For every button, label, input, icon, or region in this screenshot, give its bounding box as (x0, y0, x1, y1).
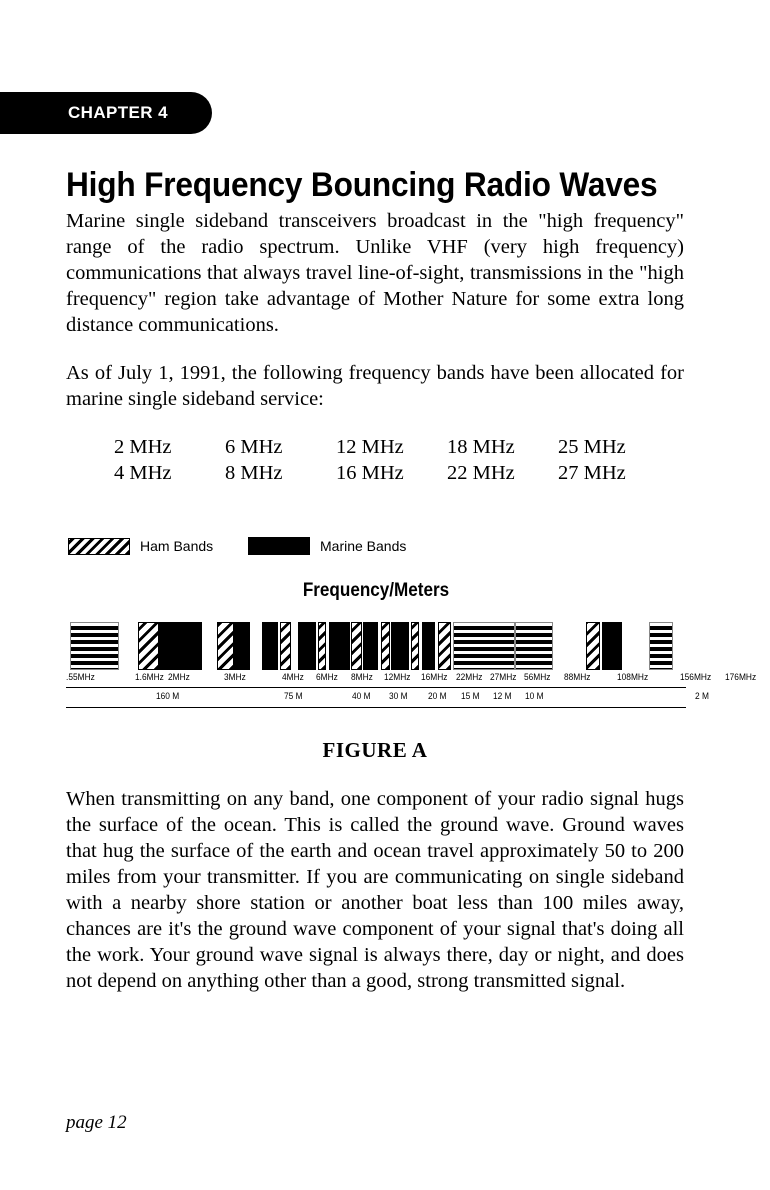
legend-label-marine: Marine Bands (320, 538, 407, 555)
content-bottom (66, 786, 684, 1016)
spectrum-band-marine (363, 622, 378, 670)
axis-meter-label: 30 M (389, 691, 408, 702)
frequency-band-table (66, 434, 669, 486)
axis-tick-label: 16MHz (421, 672, 448, 683)
chapter-tab (0, 92, 212, 134)
hatch-swatch-icon (68, 538, 130, 555)
axis-tick-label: 108MHz (617, 672, 649, 683)
axis-meter-label: 12 M (493, 691, 512, 702)
paragraph-intro: Marine single sideband transceivers broadcast in the "high frequency" range of the radio spectrum. Unlike VHF (very high frequency) communications that always travel line-of-sight, transmissions in the "high frequency" region take advantage of Mother Nature for some extra long distance communications. (66, 210, 684, 336)
axis-tick-label: 176MHz (725, 672, 757, 683)
table-indent (66, 434, 114, 460)
axis-tick-label: 27MHz (490, 672, 517, 683)
axis-tick-label: 12MHz (384, 672, 411, 683)
freq-cell: 22 MHz (447, 462, 515, 484)
axis-meter-label: 20 M (427, 691, 447, 702)
spectrum-band-ham (438, 622, 452, 670)
axis-meter-label: 160 M (155, 691, 179, 702)
spectrum-band-marine (422, 622, 436, 670)
axis-meter-label: 2 M (694, 691, 709, 702)
freq-cell: 27 MHz (558, 462, 626, 484)
axis-tick-label: 1.6MHz (134, 672, 164, 683)
figure-caption: FIGURE A (322, 738, 428, 762)
spectrum-band-ham (351, 622, 361, 670)
chart-title: Frequency/Meters (302, 580, 450, 601)
spectrum-band-marine (602, 622, 622, 670)
legend-label-ham: Ham Bands (140, 538, 214, 555)
axis-tick-label: 2MHz (168, 672, 191, 683)
axis-tick-label: 156MHz (680, 672, 712, 683)
spectrum-band-broadcast (453, 622, 515, 670)
chart-legend (68, 537, 708, 559)
spectrum-band-broadcast (649, 622, 673, 670)
axis-meter-label: 75 M (283, 691, 303, 702)
axis-tick-label: 6MHz (315, 672, 338, 683)
page-title: High Frequency Bouncing Radio Waves (66, 165, 658, 204)
spectrum-band-marine (329, 622, 350, 670)
spectrum-band-marine (159, 622, 201, 670)
spectrum-band-ham (138, 622, 159, 670)
freq-cell: 4 MHz (114, 462, 172, 484)
content-top (66, 208, 684, 486)
table-row (66, 434, 669, 460)
spectrum-band-broadcast (515, 622, 553, 670)
axis-meter-label: 10 M (525, 691, 544, 702)
freq-cell: 12 MHz (336, 436, 404, 458)
freq-cell: 18 MHz (447, 436, 515, 458)
freq-cell: 8 MHz (225, 462, 283, 484)
freq-cell: 16 MHz (336, 462, 404, 484)
frequency-spectrum-chart (66, 580, 757, 710)
page-number: page 12 (66, 1112, 127, 1133)
spectrum-band-marine (298, 622, 316, 670)
spectrum-band-marine (234, 622, 250, 670)
spectrum-band-ham (586, 622, 600, 670)
spectrum-band-ham (318, 622, 326, 670)
legend-item-ham (68, 537, 213, 557)
spectrum-band-ham (381, 622, 390, 670)
table-row (66, 460, 669, 486)
axis-tick-label: .55MHz (66, 672, 95, 683)
axis-tick-label: 88MHz (563, 672, 591, 683)
axis-meter-label: 40 M (352, 691, 371, 702)
spectrum-band-marine (391, 622, 409, 670)
table-indent (66, 460, 114, 486)
axis-tick-label: 3MHz (224, 672, 247, 683)
axis-tick-label: 56MHz (523, 672, 551, 683)
spectrum-band-ham (280, 622, 291, 670)
paragraph-allocation: As of July 1, 1991, the following frequency bands have been allocated for marine single sideband service: (66, 362, 684, 410)
chapter-tab-label: CHAPTER 4 (68, 103, 168, 122)
axis-tick-label: 8MHz (350, 672, 373, 683)
spectrum-band-marine (262, 622, 278, 670)
paragraph-ground-wave: When transmitting on any band, one component of your radio signal hugs the surface of the ocean. This is called the ground wave. Ground waves that hug the surface of the earth and ocean travel approximately 50 to 200 miles from your transmitter. If you are communicating on single sideband with a nearby shore station or another boat less than 100 miles away, chances are it's the ground wave component of your signal that's doing all the work. Your ground wave signal is always there, day or night, and does not depend on anything other than a good, strong transmitted signal. (66, 788, 684, 992)
spectrum-band-ham (411, 622, 419, 670)
freq-cell: 2 MHz (114, 436, 172, 458)
axis-line-bottom (66, 707, 686, 708)
freq-cell: 6 MHz (225, 436, 283, 458)
chart-plot-area (68, 622, 684, 670)
freq-cell: 25 MHz (558, 436, 626, 458)
axis-tick-label: 4MHz (282, 672, 304, 683)
solid-swatch-icon (248, 537, 310, 555)
axis-line-top (66, 687, 686, 688)
legend-item-marine (248, 537, 406, 557)
axis-tick-label: 22MHz (455, 672, 483, 683)
spectrum-band-broadcast (70, 622, 120, 670)
spectrum-band-ham (217, 622, 235, 670)
axis-meter-label: 15 M (461, 691, 480, 702)
